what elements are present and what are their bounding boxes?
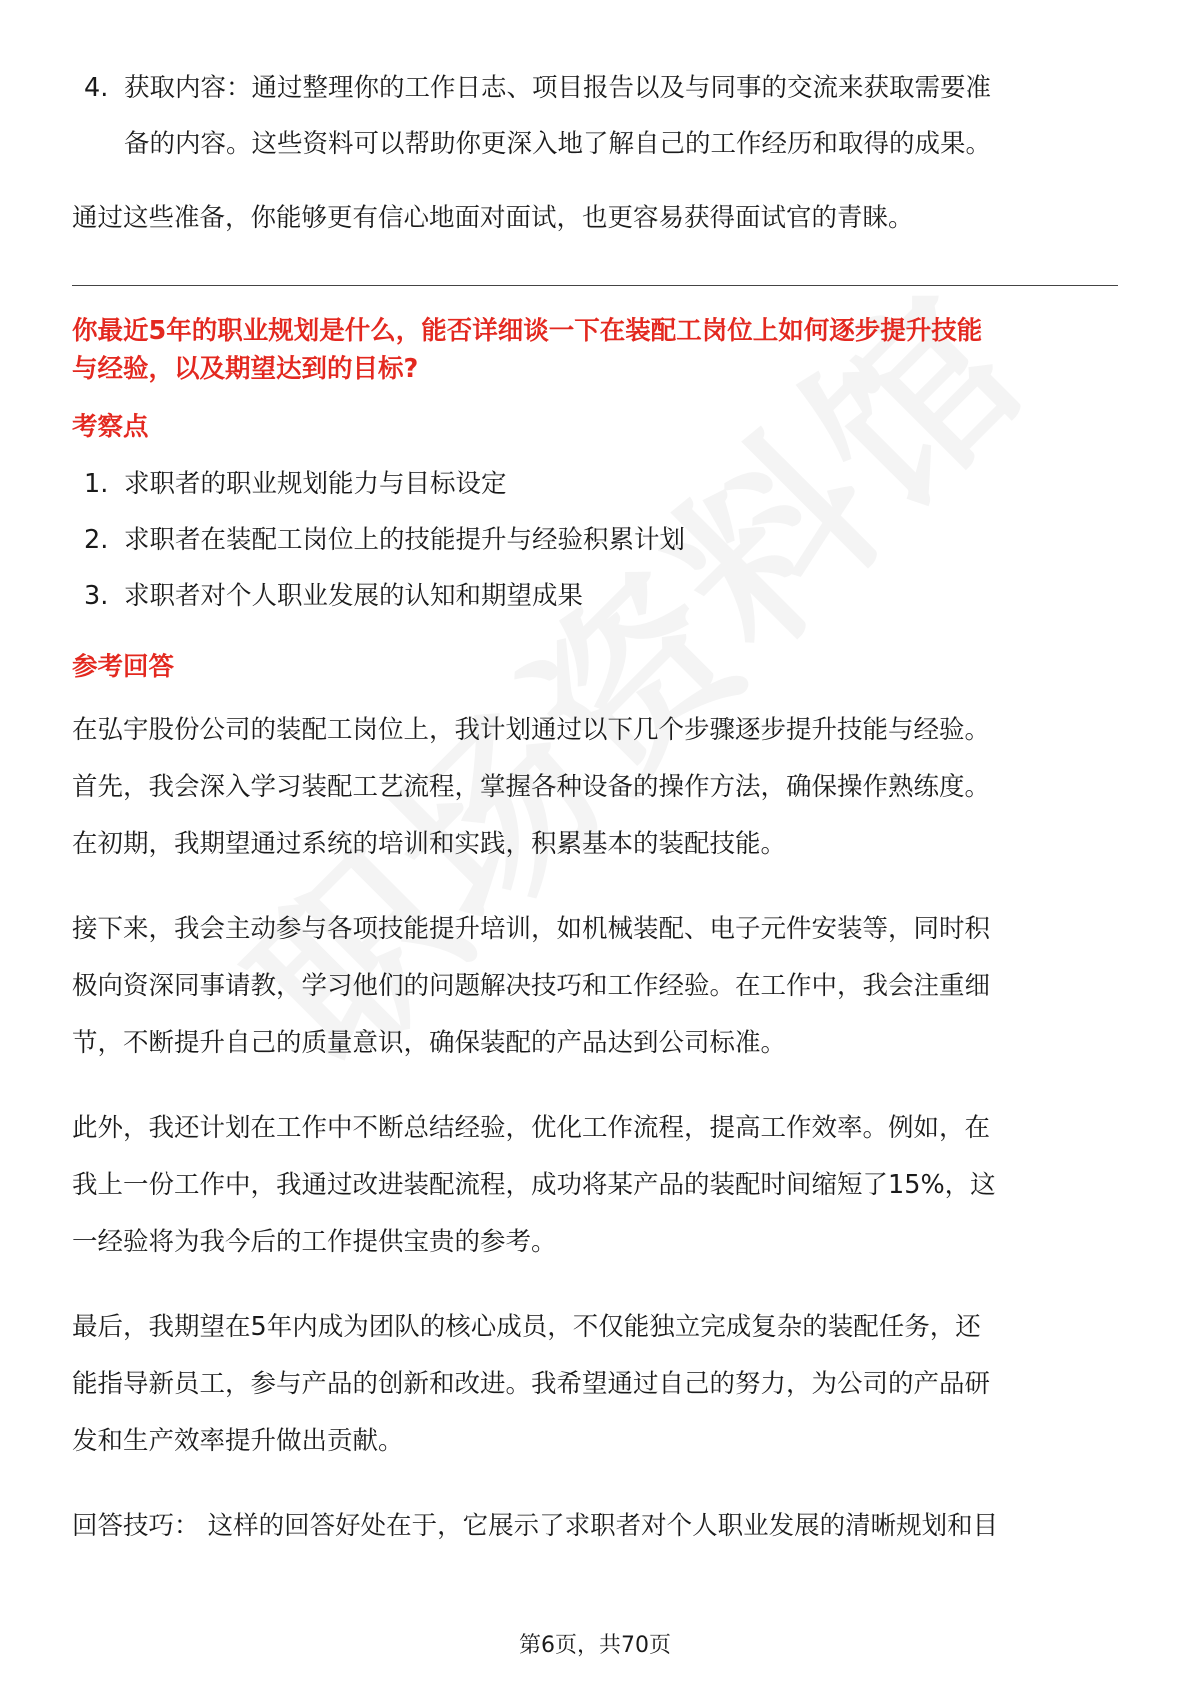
document-page bbox=[72, 60, 1118, 1555]
list-item bbox=[72, 568, 1118, 624]
list-text: 求职者在装配工岗位上的技能提升与经验积累计划 bbox=[124, 525, 686, 555]
list-item bbox=[72, 60, 1118, 172]
answer-line: 首先，我会深入学习装配工艺流程，掌握各种设备的操作方法，确保操作熟练度。 bbox=[72, 772, 991, 802]
answer-paragraph bbox=[72, 1100, 1118, 1271]
answer-line: 能指导新员工，参与产品的创新和改进。我希望通过自己的努力，为公司的产品研 bbox=[72, 1369, 991, 1399]
focus-title: 考察点 bbox=[72, 412, 149, 442]
question-line: 与经验，以及期望达到的目标? bbox=[72, 354, 419, 384]
list-text-line: 备的内容。这些资料可以帮助你更深入地了解自己的工作经历和取得的成果。 bbox=[124, 129, 992, 159]
intro-conclusion: 通过这些准备，你能够更有信心地面对面试，也更容易获得面试官的青睐。 bbox=[72, 203, 914, 233]
answer-line: 最后，我期望在5年内成为团队的核心成员，不仅能独立完成复杂的装配任务，还 bbox=[72, 1312, 981, 1342]
focus-list bbox=[72, 456, 1118, 624]
list-item bbox=[72, 456, 1118, 512]
list-text: 求职者的职业规划能力与目标设定 bbox=[124, 469, 507, 499]
answer-line: 极向资深同事请教，学习他们的问题解决技巧和工作经验。在工作中，我会注重细 bbox=[72, 971, 991, 1001]
answer-line: 发和生产效率提升做出贡献。 bbox=[72, 1426, 404, 1456]
page-footer: 第6页，共70页 bbox=[519, 1633, 671, 1658]
answer-line: 在弘宇股份公司的装配工岗位上，我计划通过以下几个步骤逐步提升技能与经验。 bbox=[72, 715, 991, 745]
answer-paragraph bbox=[72, 702, 1118, 873]
list-text-line: 获取内容：通过整理你的工作日志、项目报告以及与同事的交流来获取需要准 bbox=[124, 73, 992, 103]
answer-paragraph bbox=[72, 901, 1118, 1072]
answer-tips: 回答技巧： 这样的回答好处在于，它展示了求职者对个人职业发展的清晰规划和目 bbox=[72, 1511, 999, 1541]
answer-paragraph bbox=[72, 1299, 1118, 1470]
answer-line: 我上一份工作中，我通过改进装配流程，成功将某产品的装配时间缩短了15%，这 bbox=[72, 1170, 996, 1200]
answer-line: 此外，我还计划在工作中不断总结经验，优化工作流程，提高工作效率。例如，在 bbox=[72, 1113, 991, 1143]
answer-line: 节，不断提升自己的质量意识，确保装配的产品达到公司标准。 bbox=[72, 1028, 787, 1058]
answer-line: 在初期，我期望通过系统的培训和实践，积累基本的装配技能。 bbox=[72, 829, 787, 859]
question-line: 你最近5年的职业规划是什么，能否详细谈一下在装配工岗位上如何逐步提升技能 bbox=[72, 316, 983, 346]
answer-line: 接下来，我会主动参与各项技能提升培训，如机械装配、电子元件安装等，同时积 bbox=[72, 914, 991, 944]
list-number: 4. bbox=[84, 73, 109, 103]
answer-title: 参考回答 bbox=[72, 652, 175, 682]
question-heading bbox=[72, 312, 1118, 388]
list-number: 3. bbox=[84, 581, 109, 611]
intro-list bbox=[72, 60, 1118, 172]
list-text: 求职者对个人职业发展的认知和期望成果 bbox=[124, 581, 584, 611]
answer-line: 一经验将为我今后的工作提供宝贵的参考。 bbox=[72, 1227, 557, 1257]
list-item bbox=[72, 512, 1118, 568]
list-number: 2. bbox=[84, 525, 109, 555]
section-divider bbox=[72, 285, 1118, 286]
list-number: 1. bbox=[84, 469, 109, 499]
